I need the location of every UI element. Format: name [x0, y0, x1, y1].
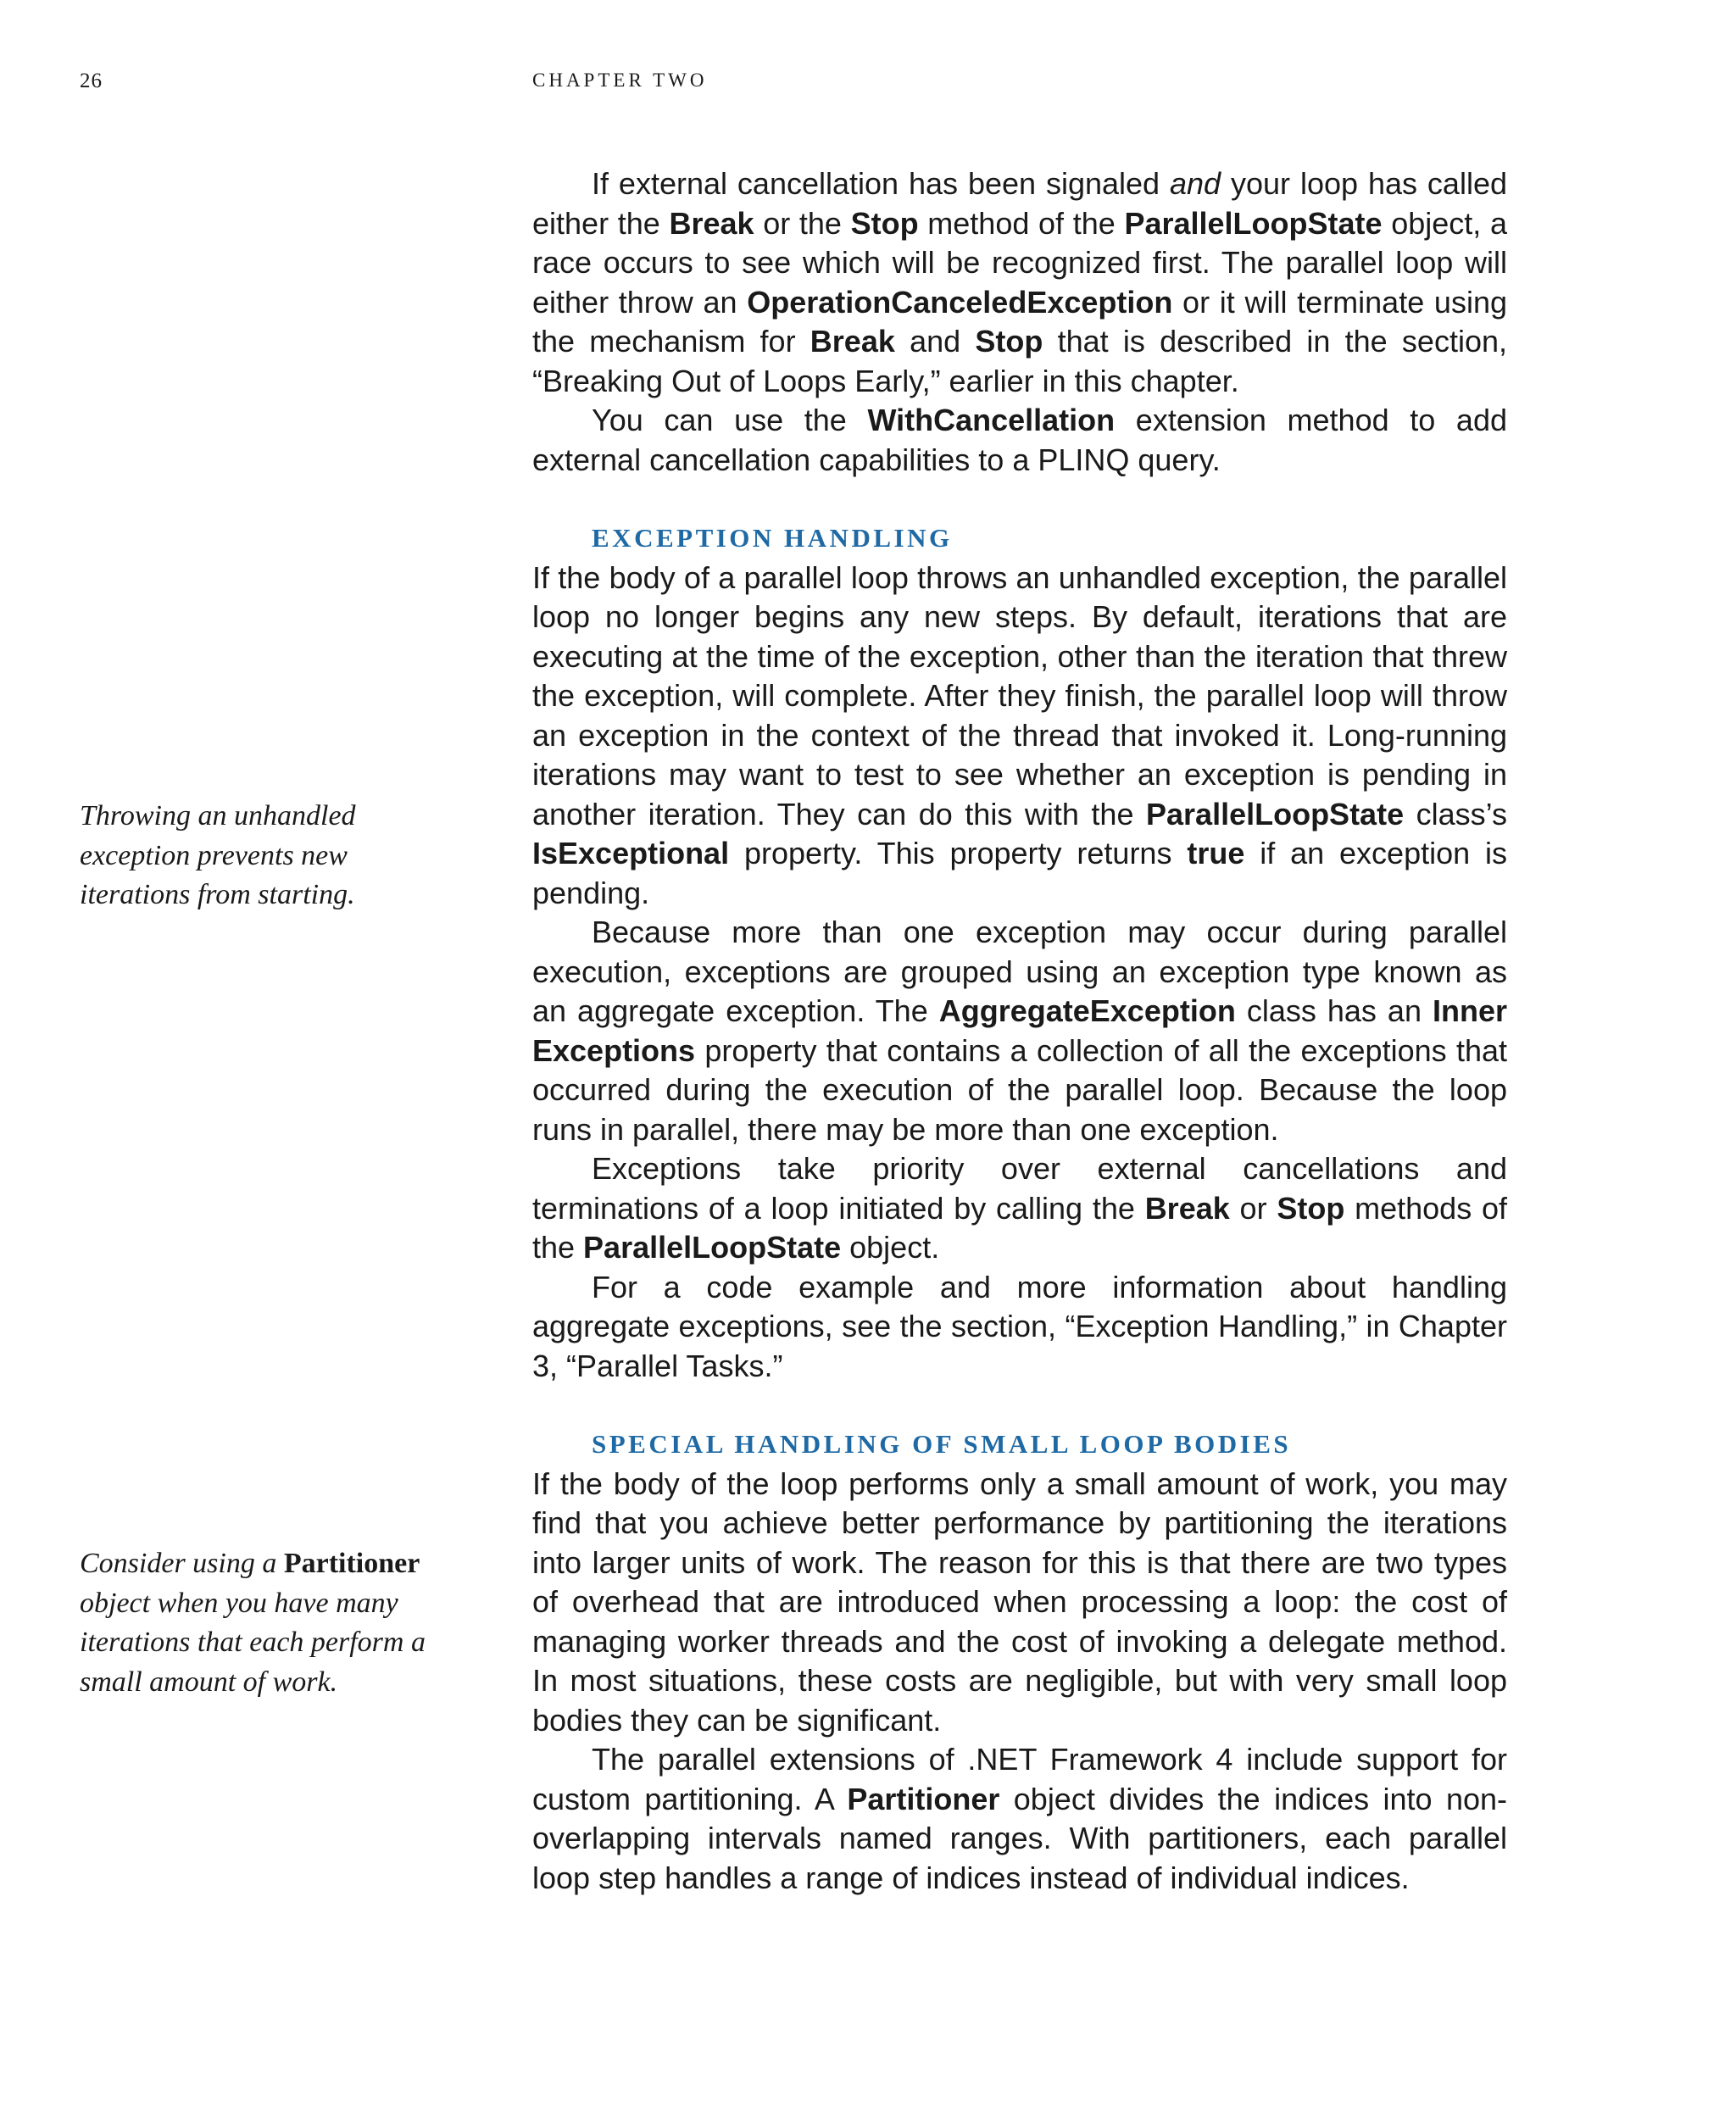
paragraph-code-example-reference: For a code example and more information about handling aggregate exceptions, see the section, “Exception Handling,” in Chapter 3, “Parallel Tasks.” [532, 1269, 1507, 1383]
paragraph-withcancellation: You can use the WithCancellation extension method to add external cancellation capabilities to a PLINQ query. [532, 403, 1507, 477]
paragraph-custom-partitioning: The parallel extensions of .NET Framework 4 include support for custom partitioning. A Partitioner object divides the indices into non-overlapping intervals named ranges. With partitioners, each parallel loop step handles a range of indices instead of individual indices. [532, 1742, 1507, 1895]
chapter-label: CHAPTER TWO [532, 70, 708, 91]
margin-note-unhandled-exception: Throwing an unhandled exception prevents new iterations from starting. [80, 800, 356, 910]
margin-note-partitioner: Consider using a Partitioner object when you have many iterations that each perform a small amount of work. [80, 1548, 426, 1698]
section-heading-small-loop-bodies: SPECIAL HANDLING OF SMALL LOOP BODIES [592, 1429, 1292, 1459]
paragraph-exception-priority: Exceptions take priority over external cancellations and terminations of a loop initiated by calling the Break or Stop methods of the ParallelLoopState object. [532, 1151, 1508, 1265]
page-number: 26 [80, 70, 103, 92]
paragraph-external-cancellation: If external cancellation has been signaled and your loop has called either the Break or the Stop method of the ParallelLoopState object, a race occurs to see which will be recognized first. The parallel loop will either throw an OperationCanceledException or it will terminate using the mechanism for Break and Stop that is described in the section, “Breaking Out of Loops Early,” earlier in this chapter. [532, 166, 1508, 398]
paragraph-unhandled-exception: If the body of a parallel loop throws an unhandled exception, the parallel loop no longer begins any new steps. By default, iterations that are executing at the time of the exception, other than the iteration that threw the exception, will complete. After they finish, the parallel loop will throw an exception in the context of the thread that invoked it. Long-running iterations may want to test to see whether an exception is pending in another iteration. They can do this with the ParallelLoopState class’s IsExceptional property. This property returns true if an exception is pending. [532, 559, 1508, 910]
paragraph-partitioning-benefit: If the body of the loop performs only a small amount of work, you may find that you achieve better performance by partitioning the iterations into larger units of work. The reason for this is that there are two types of overhead that are introduced when processing a loop: the cost of managing worker threads and the cost of invoking a delegate method. In most situations, these costs are negligible, but with very small loop bodies they can be significant. [532, 1466, 1507, 1738]
main-text-column [532, 164, 1507, 1898]
paragraph-aggregate-exception: Because more than one exception may occur during parallel execution, exceptions are grouped using an exception type known as an aggregate exception. The AggregateException class has an Inner Exceptions property that contains a collection of all the exceptions that occurred during the execution of the parallel loop. Because the loop runs in parallel, there may be more than one exception. [532, 915, 1507, 1147]
section-heading-exception-handling: EXCEPTION HANDLING [592, 523, 953, 553]
